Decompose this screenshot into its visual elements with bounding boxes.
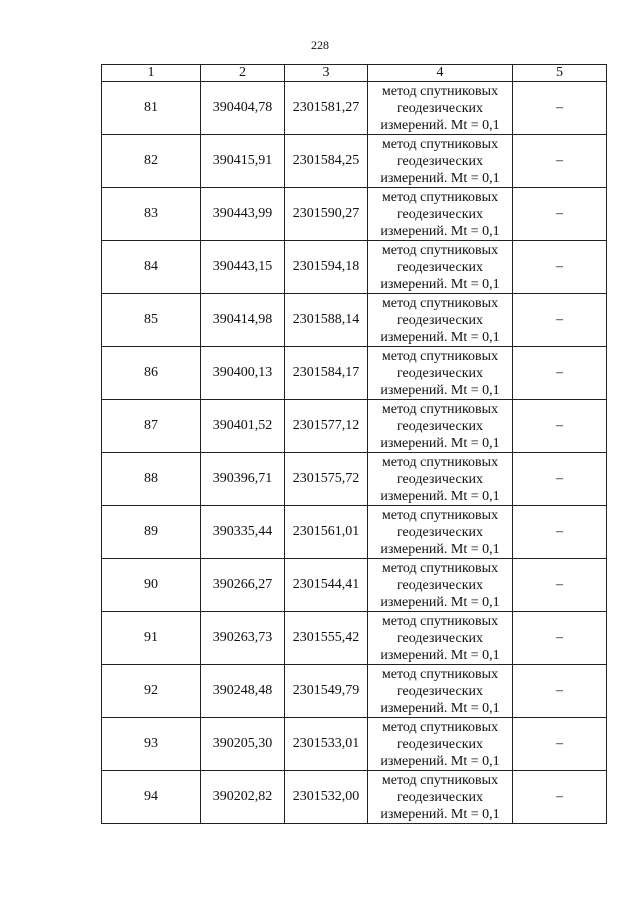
method-line: измерений. Mt = 0,1 [380, 223, 500, 239]
y-coordinate-cell: 2301584,17 [285, 347, 368, 400]
method-cell [368, 241, 513, 294]
method-line: метод спутниковых [381, 348, 499, 364]
method-line: геодезических [396, 153, 483, 169]
method-line: геодезических [396, 736, 483, 752]
x-coordinate-cell: 390396,71 [201, 453, 285, 506]
table-row [102, 241, 607, 294]
method-line: метод спутниковых [381, 189, 499, 205]
note-cell: – [513, 771, 607, 824]
point-number-cell: 82 [102, 135, 201, 188]
x-coordinate-cell: 390443,15 [201, 241, 285, 294]
table-body [102, 82, 607, 824]
method-cell [368, 665, 513, 718]
method-cell [368, 771, 513, 824]
y-coordinate-cell: 2301590,27 [285, 188, 368, 241]
table-row [102, 347, 607, 400]
method-line: измерений. Mt = 0,1 [380, 276, 500, 292]
x-coordinate-cell: 390335,44 [201, 506, 285, 559]
note-cell: – [513, 347, 607, 400]
table-row [102, 294, 607, 347]
method-line: геодезических [396, 206, 483, 222]
note-cell: – [513, 294, 607, 347]
header-row [102, 65, 607, 82]
method-cell [368, 612, 513, 665]
y-coordinate-cell: 2301581,27 [285, 82, 368, 135]
table-row [102, 135, 607, 188]
y-coordinate-cell: 2301549,79 [285, 665, 368, 718]
header-cell: 2 [201, 65, 285, 82]
method-line: геодезических [396, 524, 483, 540]
y-coordinate-cell: 2301533,01 [285, 718, 368, 771]
method-cell [368, 506, 513, 559]
method-line: метод спутниковых [381, 454, 499, 470]
y-coordinate-cell: 2301577,12 [285, 400, 368, 453]
x-coordinate-cell: 390263,73 [201, 612, 285, 665]
method-line: измерений. Mt = 0,1 [380, 170, 500, 186]
point-number-cell: 90 [102, 559, 201, 612]
coordinates-table [101, 64, 607, 824]
method-line: метод спутниковых [381, 560, 499, 576]
note-cell: – [513, 612, 607, 665]
note-cell: – [513, 400, 607, 453]
method-line: измерений. Mt = 0,1 [380, 700, 500, 716]
method-line: геодезических [396, 683, 483, 699]
method-line: измерений. Mt = 0,1 [380, 329, 500, 345]
method-line: измерений. Mt = 0,1 [380, 117, 500, 133]
point-number-cell: 83 [102, 188, 201, 241]
x-coordinate-cell: 390415,91 [201, 135, 285, 188]
x-coordinate-cell: 390401,52 [201, 400, 285, 453]
method-line: измерений. Mt = 0,1 [380, 806, 500, 822]
method-cell [368, 82, 513, 135]
method-cell [368, 453, 513, 506]
x-coordinate-cell: 390202,82 [201, 771, 285, 824]
method-line: геодезических [396, 100, 483, 116]
method-line: метод спутниковых [381, 83, 499, 99]
method-line: измерений. Mt = 0,1 [380, 382, 500, 398]
point-number-cell: 84 [102, 241, 201, 294]
note-cell: – [513, 718, 607, 771]
x-coordinate-cell: 390414,98 [201, 294, 285, 347]
x-coordinate-cell: 390404,78 [201, 82, 285, 135]
method-line: метод спутниковых [381, 507, 499, 523]
note-cell: – [513, 453, 607, 506]
x-coordinate-cell: 390443,99 [201, 188, 285, 241]
y-coordinate-cell: 2301532,00 [285, 771, 368, 824]
note-cell: – [513, 135, 607, 188]
table-row [102, 400, 607, 453]
method-cell [368, 188, 513, 241]
note-cell: – [513, 241, 607, 294]
method-line: измерений. Mt = 0,1 [380, 594, 500, 610]
method-cell [368, 400, 513, 453]
method-line: геодезических [396, 365, 483, 381]
y-coordinate-cell: 2301584,25 [285, 135, 368, 188]
table-row [102, 453, 607, 506]
method-line: метод спутниковых [381, 772, 499, 788]
point-number-cell: 89 [102, 506, 201, 559]
method-line: метод спутниковых [381, 719, 499, 735]
method-line: измерений. Mt = 0,1 [380, 435, 500, 451]
method-line: метод спутниковых [381, 295, 499, 311]
method-cell [368, 347, 513, 400]
method-line: геодезических [396, 577, 483, 593]
table-row [102, 559, 607, 612]
method-cell [368, 135, 513, 188]
y-coordinate-cell: 2301588,14 [285, 294, 368, 347]
x-coordinate-cell: 390266,27 [201, 559, 285, 612]
method-line: измерений. Mt = 0,1 [380, 647, 500, 663]
point-number-cell: 88 [102, 453, 201, 506]
method-line: измерений. Mt = 0,1 [380, 753, 500, 769]
method-line: геодезических [396, 471, 483, 487]
method-line: измерений. Mt = 0,1 [380, 541, 500, 557]
table-row [102, 612, 607, 665]
method-line: геодезических [396, 259, 483, 275]
method-line: метод спутниковых [381, 613, 499, 629]
note-cell: – [513, 665, 607, 718]
point-number-cell: 93 [102, 718, 201, 771]
method-line: геодезических [396, 630, 483, 646]
header-cell: 1 [102, 65, 201, 82]
point-number-cell: 86 [102, 347, 201, 400]
header-cell: 4 [368, 65, 513, 82]
header-cell: 3 [285, 65, 368, 82]
method-cell [368, 294, 513, 347]
method-line: геодезических [396, 418, 483, 434]
page-number: 228 [311, 38, 329, 52]
y-coordinate-cell: 2301544,41 [285, 559, 368, 612]
header-cell: 5 [513, 65, 607, 82]
method-line: метод спутниковых [381, 401, 499, 417]
point-number-cell: 91 [102, 612, 201, 665]
method-cell [368, 559, 513, 612]
x-coordinate-cell: 390205,30 [201, 718, 285, 771]
table-row [102, 82, 607, 135]
note-cell: – [513, 506, 607, 559]
method-line: геодезических [396, 789, 483, 805]
note-cell: – [513, 82, 607, 135]
y-coordinate-cell: 2301575,72 [285, 453, 368, 506]
table-row [102, 188, 607, 241]
point-number-cell: 92 [102, 665, 201, 718]
point-number-cell: 94 [102, 771, 201, 824]
y-coordinate-cell: 2301594,18 [285, 241, 368, 294]
table-row [102, 718, 607, 771]
x-coordinate-cell: 390400,13 [201, 347, 285, 400]
method-line: измерений. Mt = 0,1 [380, 488, 500, 504]
note-cell: – [513, 559, 607, 612]
point-number-cell: 81 [102, 82, 201, 135]
point-number-cell: 87 [102, 400, 201, 453]
table-row [102, 506, 607, 559]
note-cell: – [513, 188, 607, 241]
table-row [102, 771, 607, 824]
x-coordinate-cell: 390248,48 [201, 665, 285, 718]
point-number-cell: 85 [102, 294, 201, 347]
method-line: метод спутниковых [381, 666, 499, 682]
method-line: геодезических [396, 312, 483, 328]
y-coordinate-cell: 2301555,42 [285, 612, 368, 665]
method-line: метод спутниковых [381, 136, 499, 152]
method-line: метод спутниковых [381, 242, 499, 258]
method-cell [368, 718, 513, 771]
table-row [102, 665, 607, 718]
y-coordinate-cell: 2301561,01 [285, 506, 368, 559]
